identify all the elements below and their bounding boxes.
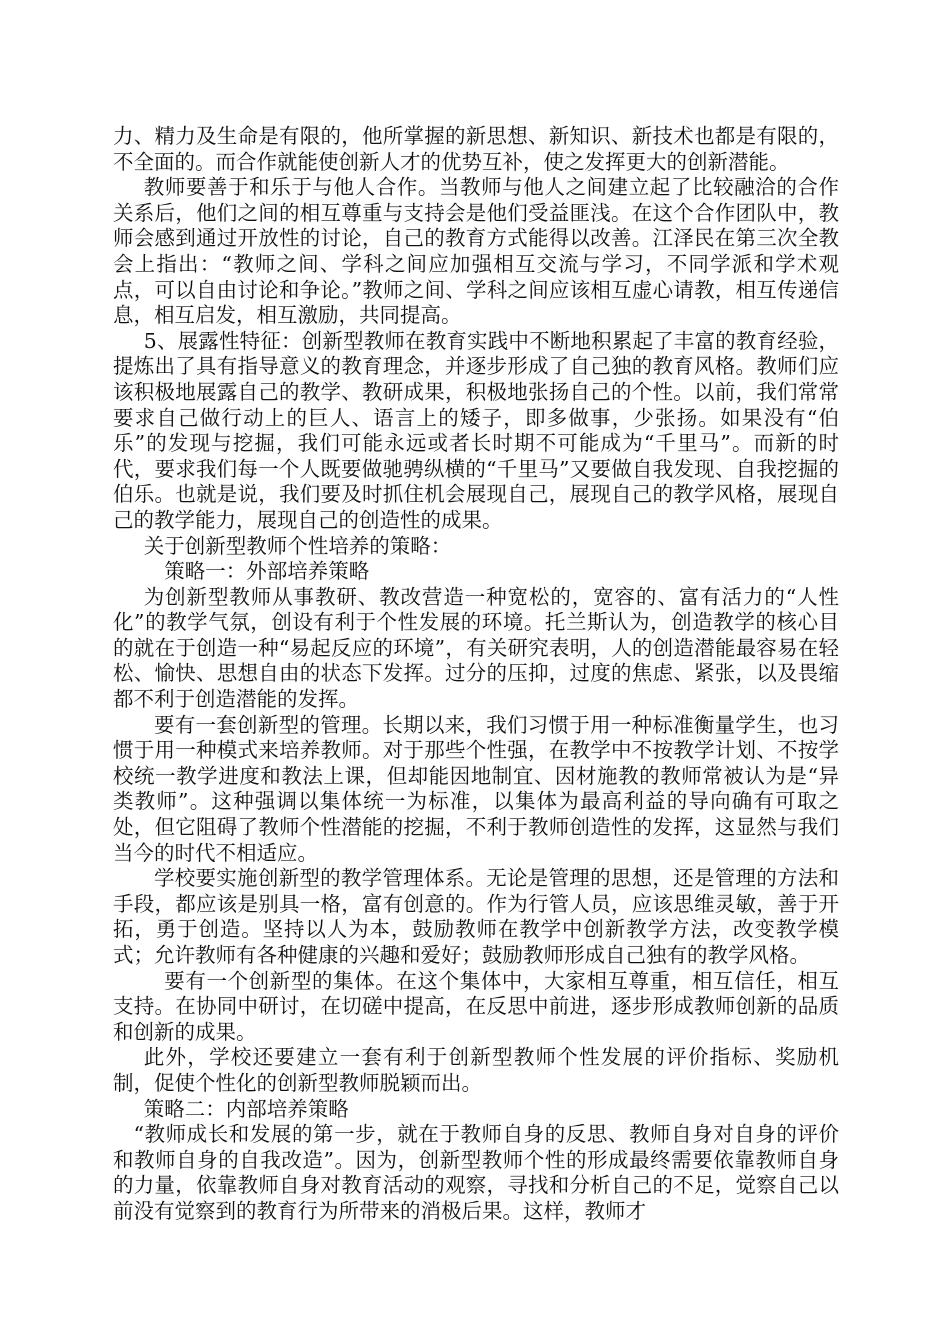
paragraph-management: 要有一套创新型的管理。长期以来，我们习惯于用一种标准衡量学生，也习惯于用一种模式来培养教师。对于那些个性强，在教学中不按教学计划、不按学校统一教学进度和教法上课，但却能因地制宜、因材施教的教师常被认为是“异类教师”。这种强调以集体统一为标准，以集体为最高利益的导向确有可取之处，但它阻碍了教师个性潜能的挖掘，不利于教师创造性的发挥，这显然与我们当今的时代不相适应。 xyxy=(113,712,839,865)
section-heading-strategies: 关于创新型教师个性培养的策略： xyxy=(143,533,452,558)
paragraph-cooperation: 教师要善于和乐于与他人合作。当教师与他人之间建立起了比较融洽的合作关系后，他们之间的相互尊重与支持会是他们受益匪浅。在这个合作团队中，教师会感到通过开放性的讨论，自己的教育方式能得以改善。江泽民在第三次全教会上指出：“教师之间、学科之间应加强相互交流与学习，不同学派和学术观点，可以自由讨论和争论。”教师之间、学科之间应该相互虚心请教，相互传递信息，相互启发，相互激励，共同提高。 xyxy=(113,175,839,328)
paragraph-self-reflection: “教师成长和发展的第一步，就在于教师自身的反思、教师自身对自身的评价和教师自身的自我改造”。因为，创新型教师个性的形成最终需要依靠教师自身的力量，依靠教师自身对教育活动的观察，寻找和分析自己的不足，觉察自己以前没有觉察到的教育行为所带来的消极后果。这样，教师才 xyxy=(113,1122,839,1223)
paragraph-atmosphere: 为创新型教师从事教研、教改营造一种宽松的，宽容的、富有活力的“人性化”的教学气氛，创设有利于个性发展的环境。托兰斯认为，创造教学的核心目的就在于创造一种“易起反应的环境”，有关研究表明，人的创造潜能最容易在轻松、愉快、思想自由的状态下发挥。过分的压抑，过度的焦虑、紧张，以及畏缩都不利于创造潜能的发挥。 xyxy=(113,584,839,712)
paragraph-continuation: 力、精力及生命是有限的，他所掌握的新思想、新知识、新技术也都是有限的，不全面的。而合作就能使创新人才的优势互补，使之发挥更大的创新潜能。 xyxy=(113,124,839,174)
document-page xyxy=(113,124,839,1225)
paragraph-collective: 要有一个创新型的集体。在这个集体中，大家相互尊重，相互信任，相互支持。在协同中研讨，在切磋中提高，在反思中前进，逐步形成教师创新的品质和创新的成果。 xyxy=(113,968,839,1044)
paragraph-management-system: 学校要实施创新型的教学管理体系。无论是管理的思想，还是管理的方法和手段，都应该是别具一格，富有创意的。作为行管人员，应该思维灵敏，善于开拓，勇于创造。坚持以人为本，鼓励教师在教学中创新教学方法，改变教学模式；允许教师有各种健康的兴趣和爱好；鼓励教师形成自己独有的教学风格。 xyxy=(113,866,839,967)
paragraph-exposure-trait: 5、展露性特征：创新型教师在教育实践中不断地积累起了丰富的教育经验，提炼出了具有指导意义的教育理念，并逐步形成了自己独的教育风格。教师们应该积极地展露自己的教学、教研成果，积极地张扬自己的个性。以前，我们常常要求自己做行动上的巨人、语言上的矮子，即多做事，少张扬。如果没有“伯乐”的发现与挖掘，我们可能永远或者长时期不可能成为“千里马”。而新的时代，要求我们每一个人既要做驰骋纵横的“千里马”又要做自我发现、自我挖掘的伯乐。也就是说，我们要及时抓住机会展现自己，展现自己的教学风格，展现自己的教学能力，展现自己的创造性的成果。 xyxy=(113,328,839,532)
strategy-one-heading: 策略一：外部培养策略 xyxy=(164,559,370,584)
strategy-two-heading: 策略二：内部培养策略 xyxy=(143,1096,349,1121)
paragraph-evaluation: 此外，学校还要建立一套有利于创新型教师个性发展的评价指标、奖励机制，促使个性化的创新型教师脱颖而出。 xyxy=(113,1045,839,1095)
